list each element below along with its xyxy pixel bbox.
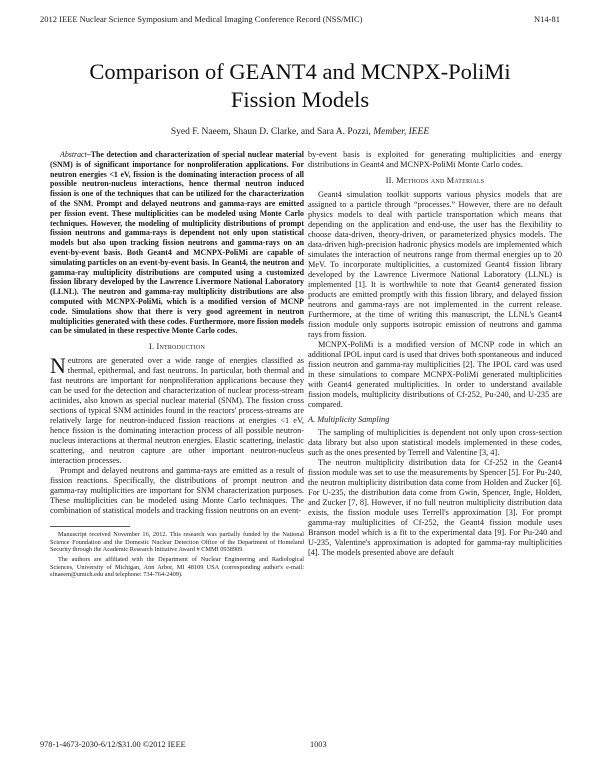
- abstract-text: –The detection and characterization of special nuclear material (SNM) is of significant importance for nonproliferation applications. For neutron energies <1 eV, fission is the dominating interaction process of all possible neutron-nucleus interactions, hence thermal neutron induced fission is one of the techniques that can be utilized for the characterization of the SNM. Prompt and delayed neutrons and gamma-rays are emitted per fission event. These multiplicities can be modeled using Monte Carlo techniques. However, the modeling of multiplicity distributions of prompt fission neutrons and gamma-rays is dependent not only upon statistical models but also upon tracking fission neutrons and gamma-rays on an event-by-event basis. Both Geant4 and MCNPX-PoliMi are capable of simulating particles on an event-by-event basis. In Geant4, the neutron and gamma-ray multiplicity distributions are computed using a customized fission library developed by the Lawrence Livermore National Laboratory (LLNL). The neutron and gamma-ray multiplicity distributions are also computed with MCNPX-PoliMi, which is a modified version of MCNP code. Simulations show that there is very good agreement in neutron multiplicities generated with these codes. Furthermore, more fission models can be simulated in these respective Monte Carlo codes.: [50, 150, 304, 336]
- author-names: Syed F. Naeem, Shaun D. Clarke, and Sara A. Pozzi,: [170, 127, 371, 137]
- page-number: 1003: [310, 740, 327, 749]
- abstract: [50, 150, 304, 336]
- intro-paragraph-1-text: eutrons are generated over a wide range of energies classified as thermal, epithermal, and fast neutrons. In particular, both thermal and fast neutrons are important for nonproliferation applications because they can be used for the detection and characterization of nuclear process-stream actinides, also known as special nuclear material (SNM). The fission cross sections of typical SNM actinides found in the reactors' process-streams are relatively large for neutron-induced fission reactions at energies <1 eV, hence fission is the dominating interaction process of all possible neutron-nucleus interactions at thermal neutron energies. Elastic scattering, inelastic scattering, and neutron capture are other important neutron-nucleus interaction processes.: [50, 356, 304, 466]
- section-heading-introduction: I. Introduction: [148, 342, 205, 352]
- section-heading-methods: II. Methods and Materials: [385, 176, 485, 185]
- sampling-paragraph-2: The neutron multiplicity distribution data for Cf-252 in the Geant4 fission module was set to use the measurements by Spencer [5]. For Pu-240, the neutron multiplicity distribution data come from Holden and Zucker [6]. For U-235, the distribution data come from Gwin, Spencer, Ingle, Holden, and Zucker [7, 8]. However, if no full neutron multiplicity distribution data exists, the fission module uses Terrell's approximation [3]. For prompt gamma-ray multiplicities of Cf-252, the Geant4 fission module uses Branson model which is a fit to the experimental data [9]. For Pu-240 and U-235, Valentine's approximation is adopted for gamma-ray multiplicities [4]. The models presented above are default: [308, 458, 562, 557]
- methods-paragraph-1: Geant4 simulation toolkit supports various physics models that are assigned to a particle through “processes.” However, there are no default physics models to deal with particle transportation which means that depending on the application and end-use, the user has the flexibility to choose data-driven, theory-driven, or parameterized physics models. The data-driven high-precision hadronic physics models are implemented which simulates the interaction of neutrons range from thermal energies up to 20 MeV. To incorporate multiplicities, a customized Geant4 fission library developed by the Lawrence Livermore National Laboratory (LLNL) is implemented [1]. It is worthwhile to note that Geant4 generated fission products are emitted promptly with this fission library, and delayed fission neutrons and gamma-rays are not implemented in the current release. Furthermore, at the time of writing this manuscript, the LLNL's Geant4 fission module only supports isotropic emission of neutrons and gamma rays from fission.: [308, 190, 562, 339]
- paper-title: [40, 58, 560, 114]
- author-line: [40, 127, 560, 137]
- isbn-copyright: 978-1-4673-2030-6/12/$31.00 ©2012 IEEE: [40, 740, 186, 749]
- drop-cap: N: [50, 353, 66, 379]
- left-column: [50, 150, 304, 581]
- footnote-affiliation: The authors are affiliated with the Department of Nuclear Engineering and Radiological Sciences, University of Michigan, Ann Arbor, MI 48109 USA (corresponding author's e-mail: sfnaeem@umich.edu and telephone: 734-764-2409).: [50, 555, 304, 579]
- subsection-heading-sampling: A. Multiplicity Sampling: [308, 415, 390, 424]
- author-membership: Member, IEEE: [373, 127, 430, 137]
- intro-paragraph-2-continued: by-event basis is exploited for generating multiplicities and energy distributions in Geant4 and MCNPX-PoliMi Monte Carlo codes.: [308, 150, 562, 169]
- paper-id: N14-81: [534, 14, 560, 24]
- title-line-1: Comparison of GEANT4 and MCNPX-PoliMi: [89, 59, 511, 84]
- footnote-divider: [50, 526, 130, 527]
- intro-paragraph-2: Prompt and delayed neutrons and gamma-rays are emitted as a result of fission reactions. Specifically, the distributions of prompt neutron and gamma-ray multiplicities are important for SNM characterization purposes. These multiplicities can be modeled using Monte Carlo techniques. The combination of statistical models and tracking fission neutrons on an event-: [50, 466, 304, 516]
- footnote-funding: Manuscript received November 16, 2012. This research was partially funded by the National Science Foundation and the Domestic Nuclear Detection Office of the Department of Homeland Security through the Academic Research Initiative Award # CMMI 0938909.: [50, 531, 304, 554]
- intro-paragraph-1: [50, 353, 304, 466]
- sampling-paragraph-1: The sampling of multiplicities is dependent not only upon cross-section data library but also upon statistical models implemented in these codes, such as the ones presented by Terrell and Valentine [3, 4].: [308, 428, 562, 457]
- abstract-label: Abstract: [60, 150, 87, 159]
- methods-paragraph-2: MCNPX-PoliMi is a modified version of MCNP code in which an additional IPOL input card is used that drives both spontaneous and induced fission neutron and gamma-ray multiplicities [2]. The IPOL card was used in these simulations to compare MCNPX-PoliMi generated multiplicities with Geant4 generated multiplicities. In order to understand available fission models, multiplicity distributions of Cf-252, Pu-240, and U-235 are compared.: [308, 340, 562, 409]
- conference-name: 2012 IEEE Nuclear Science Symposium and Medical Imaging Conference Record (NSS/MIC): [40, 14, 363, 24]
- right-column: [308, 150, 562, 558]
- title-line-2: Fission Models: [230, 87, 370, 112]
